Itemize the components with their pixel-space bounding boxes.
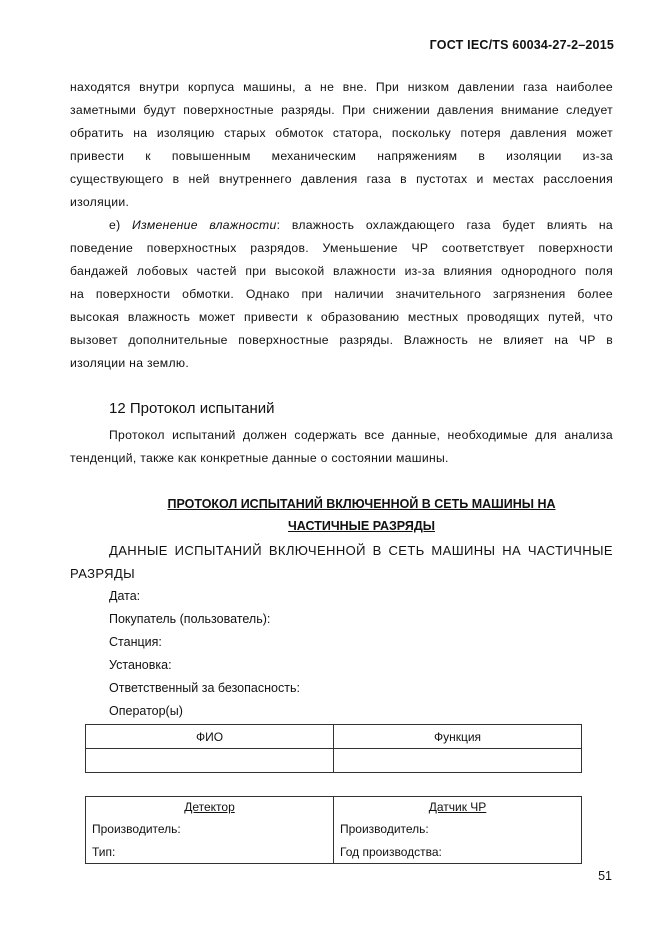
column-header-sensor: Датчик ЧР xyxy=(334,797,582,818)
text-line: РАЗРЯДЫ xyxy=(70,566,136,581)
table-cell-empty xyxy=(86,749,334,773)
operators-table xyxy=(85,724,582,773)
protocol-data-heading xyxy=(70,539,613,585)
section-intro xyxy=(70,424,613,470)
page-number: 51 xyxy=(598,869,612,883)
humidity-term: Изменение влажности xyxy=(132,218,277,232)
sensor-year: Год производства: xyxy=(334,840,582,864)
column-header-name: ФИО xyxy=(86,725,334,749)
field-safety-responsible: Ответственный за безопасность: xyxy=(109,681,300,695)
field-installation: Установка: xyxy=(109,658,172,672)
text-line: заметными будут поверхностные разряды. При снижении давления внимание следует xyxy=(70,103,613,117)
text-line: тенденций, также как конкретные данные о состоянии машины. xyxy=(70,451,449,465)
protocol-title-line: ПРОТОКОЛ ИСПЫТАНИЙ ВКЛЮЧЕННОЙ В СЕТЬ МАШИНЫ НА xyxy=(167,497,556,511)
text-line: Протокол испытаний должен содержать все данные, необходимые для анализа xyxy=(109,428,613,442)
protocol-title xyxy=(70,493,653,537)
text-line xyxy=(70,214,613,237)
protocol-title-line: ЧАСТИЧНЫЕ РАЗРЯДЫ xyxy=(288,519,435,533)
text-line: ДАННЫЕ ИСПЫТАНИЙ ВКЛЮЧЕННОЙ В СЕТЬ МАШИНЫ НА ЧАСТИЧНЫЕ xyxy=(109,543,613,558)
field-date: Дата: xyxy=(109,589,141,603)
column-header-function: Функция xyxy=(334,725,582,749)
text-line: находятся внутри корпуса машины, а не вне. При низком давлении газа наиболее xyxy=(70,80,613,94)
section-title: 12 Протокол испытаний xyxy=(109,400,275,417)
standard-code-header: ГОСТ IEC/TS 60034-27-2–2015 xyxy=(429,38,614,52)
text-line: на поверхности обмотки. Однако при наличии значительного загрязнения более xyxy=(70,287,613,301)
sensor-manufacturer: Производитель: xyxy=(334,817,582,840)
text-line: обратить на изоляцию старых обмоток статора, поскольку потеря давления может xyxy=(70,126,613,140)
text-line: высокая влажность может привести к образованию местных проводящих путей, что xyxy=(70,310,613,324)
text-line: привести к повышенным механическим напряжениям в изоляции из-за xyxy=(70,149,613,163)
text-line: бандажей лобовых частей при высокой влажности из-за влияния однородного поля xyxy=(70,264,613,278)
text-line: вызовет дополнительные поверхностные разряды. Влажность не влияет на ЧР в xyxy=(70,333,613,347)
text-fragment: : влажность охлаждающего газа будет влиять на xyxy=(276,218,614,232)
equipment-table xyxy=(85,796,582,864)
text-line: изоляции. xyxy=(70,195,130,209)
text-line: поведение поверхностных разрядов. Уменьшение ЧР соответствует поверхности xyxy=(70,241,613,255)
column-header-detector: Детектор xyxy=(86,797,334,818)
field-operators: Оператор(ы) xyxy=(109,704,183,718)
field-station: Станция: xyxy=(109,635,162,649)
text-line: существующего в ней внутреннего давления газа в пустотах и местах расслоения xyxy=(70,172,613,186)
list-label: е) xyxy=(109,218,132,232)
detector-manufacturer: Производитель: xyxy=(86,817,334,840)
paragraph-gas-pressure xyxy=(70,76,613,375)
detector-type: Тип: xyxy=(86,840,334,864)
table-cell-empty xyxy=(334,749,582,773)
field-customer: Покупатель (пользователь): xyxy=(109,612,271,626)
text-line: изоляции на землю. xyxy=(70,356,190,370)
